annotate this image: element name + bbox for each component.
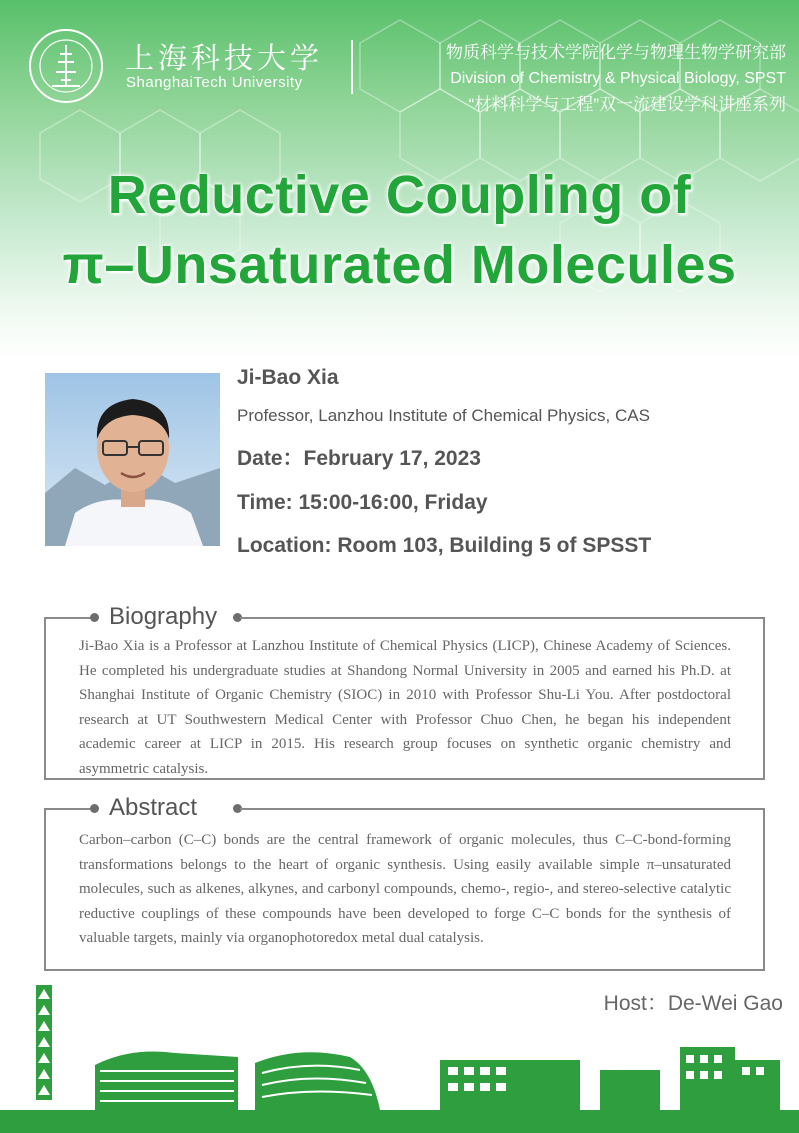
lecture-title [0,160,799,300]
biography-text: Ji-Bao Xia is a Professor at Lanzhou Institute of Chemical Physics (LICP), Chinese Academy of Sciences. He completed his undergraduate studies at Shandong Normal University in 2005 and earned his Ph.D. at Shanghai Institute of Organic Chemistry (SIOC) in 2010 with Professor Shu-Li You. After postdoctoral research at UT Southwestern Medical Center with Professor Chuo Chen, he began his independent academic career at LICP in 2015. His research group focuses on synthetic organic chemistry and asymmetric catalysis. [79,638,731,777]
title-line-1: Reductive Coupling of [107,165,692,225]
division-name-cn: 物质科学与技术学院化学与物理生物学研究部 [446,43,786,62]
abstract-text: Carbon–carbon (C–C) bonds are the central framework of organic molecules, thus C–C-bond-forming transformations belongs to the heart of organic synthesis. Using easily available simple π–unsaturated molecules, such as alkenes, alkynes, and carbonyl compounds, chemo-, regio-, and stereo-selective catalytic reductive couplings of these compounds have been developed to forge C–C bonds for the synthesis of valuable targets, mainly via organophotoredox metal dual catalysis. [79,832,731,946]
university-logo [28,28,104,104]
division-name-en: Division of Chemistry & Physical Biology, SPST [450,70,786,87]
speaker-name: Ji-Bao Xia [237,366,339,389]
speaker-info [237,364,651,558]
lecture-date: Date：February 17, 2023 [237,447,481,470]
division-block [446,40,786,118]
header-divider [351,40,353,94]
abstract-heading: Abstract [109,794,198,821]
lecture-time: Time: 15:00-16:00, Friday [237,491,488,514]
lecture-location: Location: Room 103, Building 5 of SPSST [237,534,652,557]
lecture-series: “材料科学与工程”双一流建设学科讲座系列 [468,95,786,114]
campus-skyline-illustration [0,975,799,1133]
university-name-cn: 上海科技大学 [125,41,324,75]
biography-heading: Biography [109,603,218,630]
speaker-position: Professor, Lanzhou Institute of Chemical Physics, CAS [237,406,650,425]
speaker-photo [45,373,220,546]
title-line-2: π–Unsaturated Molecules [62,235,737,295]
host-name: Host：De-Wei Gao [603,992,783,1015]
university-name-en: ShanghaiTech University [126,74,303,91]
